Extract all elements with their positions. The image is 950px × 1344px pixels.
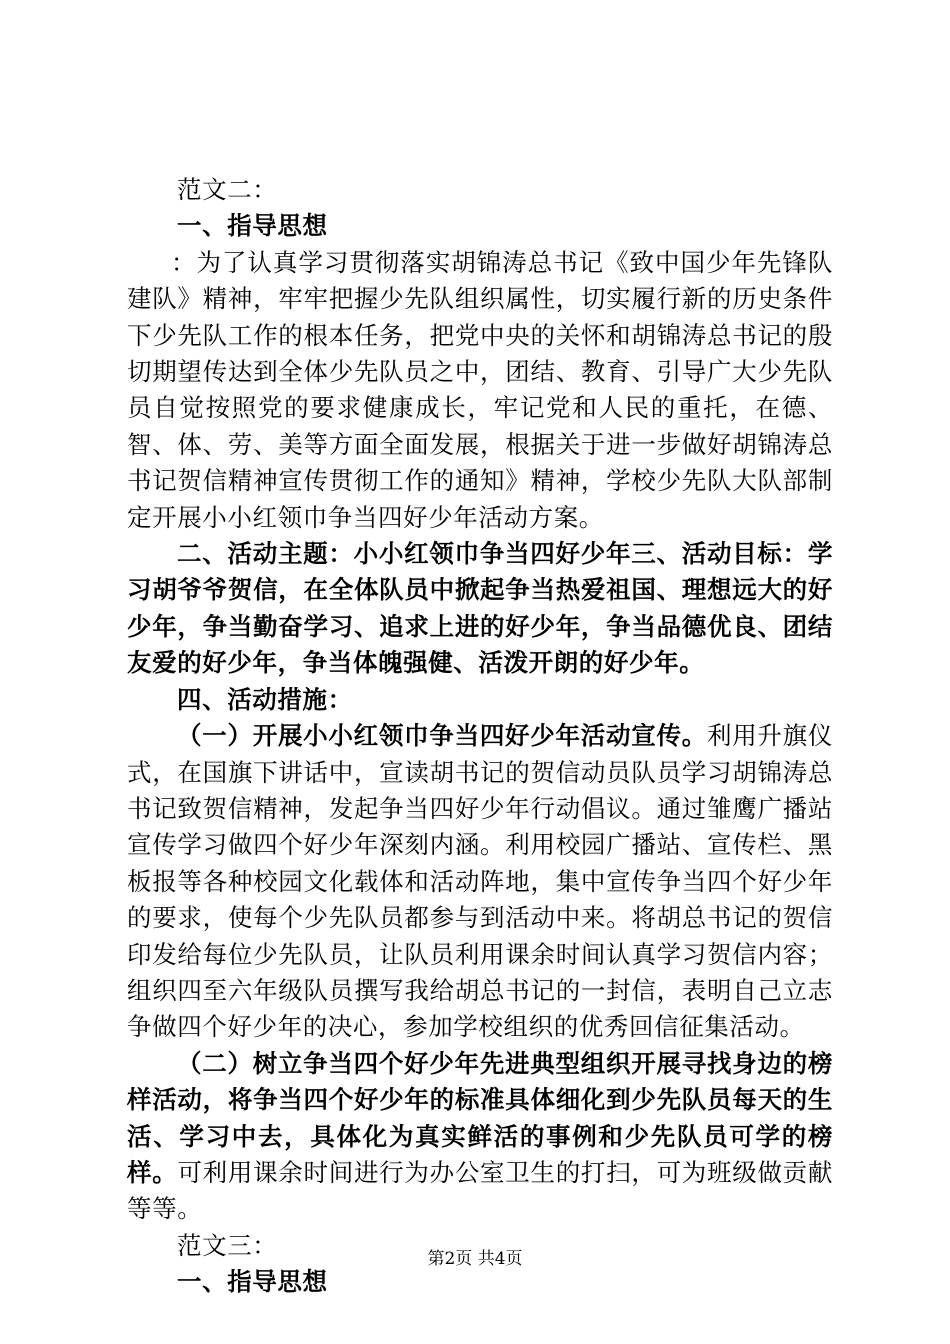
sample3-title: 范文三： xyxy=(177,1230,278,1260)
measure-one-paragraph xyxy=(127,718,833,1046)
document-body xyxy=(127,172,833,1301)
sample2-guiding-text: ：为了认真学习贯彻落实胡锦涛总书记《致中国少年先锋队建队》精神，牢牢把握少先队组织属性，切实履行新的历史条件下少先队工作的根本任务，把党中央的关怀和胡锦涛总书记的殷切期望传达到全体少先队员之中，团结、教育、引导广大少先队员自觉按照党的要求健康成长，牢记党和人民的重托，在德、智、体、劳、美等方面全面发展，根据关于进一步做好胡锦涛总书记贺信精神宣传贯彻工作的通知》精神，学校少先队大队部制定开展小小红领巾争当四好少年活动方案。 xyxy=(127,247,833,532)
sample3-heading-guiding-thought: 一、指导思想 xyxy=(177,1267,328,1297)
page-number-footer: 第2页 共4页 xyxy=(427,1249,523,1269)
measure-one-text: 利用升旗仪式，在国旗下讲话中，宣读胡书记的贺信动员队员学习胡锦涛总书记致贺信精神，发起争当四好少年行动倡议。通过雏鹰广播站宣传学习做四个好少年深刻内涵。利用校园广播站、宣传栏、黑板报等各种校园文化载体和活动阵地，集中宣传争当四个好少年的要求，使每个少先队员都参与到活动中来。将胡总书记的贺信印发给每位少先队员，让队员利用课余时间认真学习贺信内容；组织四至六年级队员撰写我给胡总书记的一封信，表明自己立志争做四个好少年的决心，参加学校组织的优秀回信征集活动。 xyxy=(127,721,833,1042)
sample2-heading-guiding-thought: 一、指导思想 xyxy=(177,211,328,241)
measure-two-title: （二）树立争当四个好少年先进典型组织开展寻找身边的榜样活动，将争当四个好少年的标准具体细化到少先队员每天的生活、学习中去，具体化为真实鲜活的事例和少先队员可学的榜样。 xyxy=(127,1048,833,1187)
measure-two-text: 可利用课余时间进行为办公室卫生的打扫，可为班级做贡献等等。 xyxy=(127,1157,833,1224)
measure-one-title: （一）开展小小红领巾争当四好少年活动宣传。 xyxy=(177,721,707,751)
sample2-theme-goal: 二、活动主题：小小红领巾争当四好少年三、活动目标：学习胡爷爷贺信，在全体队员中掀起争当热爱祖国、理想远大的好少年，争当勤奋学习、追求上进的好少年，争当品德优良、团结友爱的好少年，争当体魄强健、活泼开朗的好少年。 xyxy=(127,539,833,678)
sample2-title: 范文二： xyxy=(177,175,278,204)
sample2-heading-measures: 四、活动措施： xyxy=(177,684,353,714)
measure-two-paragraph xyxy=(127,1046,833,1228)
